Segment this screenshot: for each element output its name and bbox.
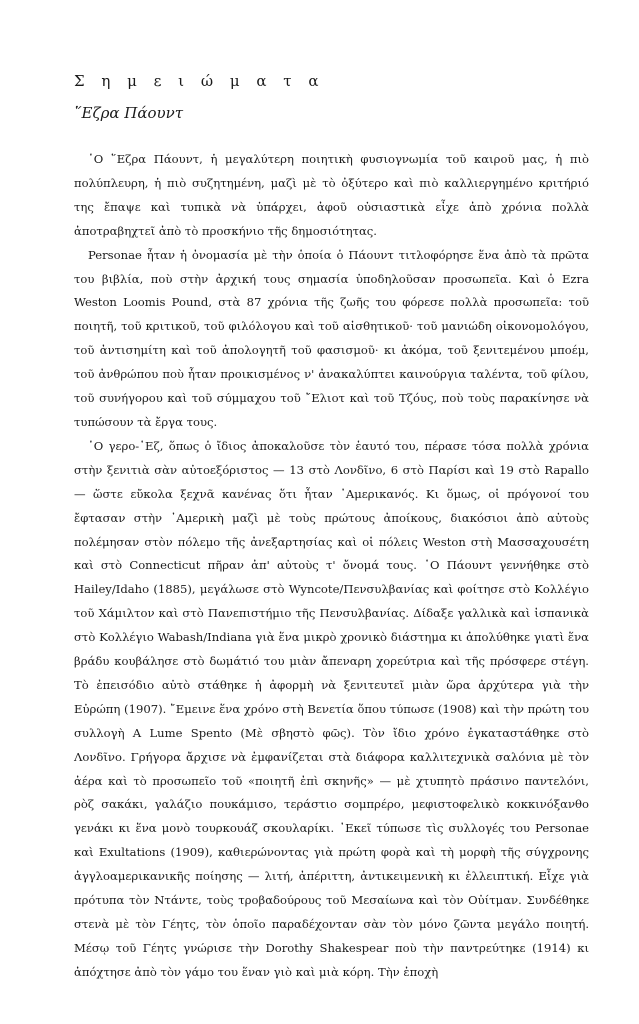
article-body	[74, 148, 589, 985]
paragraph: ῾Ο ῞Εζρα Πάουντ, ἡ μεγαλύτερη ποιητικὴ φυσιογνωμία τοῦ καιροῦ μας, ἡ πιὸ πολύπλευρη, ἡ πιὸ συζητημένη, μαζὶ μὲ τὸ ὀξύτερο καὶ πιὸ καλλιεργημένο κριτήριό της ἔπαψε καὶ τυπικὰ νὰ ὑπάρχει, ἀφοῦ οὐσιαστικὰ εἶχε ἀπὸ χρόνια πολλὰ ἀποτραβηχτεῖ ἀπὸ τὸ προσκήνιο τῆς δημοσιότητας.	[74, 152, 589, 238]
section-heading: Σ η μ ε ι ώ μ α τ α	[74, 72, 325, 90]
article-subheading: ῞Εζρα Πάουντ	[74, 104, 184, 122]
paragraph: ῾Ο γερο-῾Εζ, ὅπως ὁ ἴδιος ἀποκαλοῦσε τὸν ἑαυτό του, πέρασε τόσα πολλὰ χρόνια στὴν ξενιτιὰ σὰν αὐτοεξόριστος — 13 στὸ Λονδῖνο, 6 στὸ Παρίσι καὶ 19 στὸ Rapallo — ὥστε εὔκολα ξεχνᾶ κανένας ὅτι ἦταν ᾿Αμερικανός. Κι ὅμως, οἱ πρόγονοί του ἔφτασαν στὴν ᾿Αμερικὴ μαζὶ μὲ τοὺς πρώτους ἀποίκους, διακόσιοι ἀπὸ αὐτοὺς πολέμησαν στὸν πόλεμο τῆς ἀνεξαρτησίας καὶ οἱ πόλεις Weston στὴ Μασσαχουσέτη καὶ στὸ Connecticut πῆραν ἀπ' αὐτοὺς τ' ὄνομά τους. ῾Ο Πάουντ γεννήθηκε στὸ Hailey/Idaho (1885), μεγάλωσε στὸ Wyncote/Πενσυλβανίας καὶ φοίτησε στὸ Κολλέγιο τοῦ Χάμιλτον καὶ στὸ Πανεπιστήμιο τῆς Πενσυλβανίας. Δίδαξε γαλλικὰ καὶ ἱσπανικὰ στὸ Κολλέγιο Wabash/Indiana γιὰ ἕνα μικρὸ χρονικὸ διάστημα κι ἀπολύθηκε γιατὶ ἕνα βράδυ κουβάλησε στὸ δωμάτιό του μιὰν ἄπεναρη χορεύτρια καὶ τῆς πρόσφερε στέγη. Τὸ ἐπεισόδιο αὐτὸ στάθηκε ἡ ἀφορμὴ νὰ ξενιτευτεῖ μιὰν ὥρα ἀρχύτερα γιὰ τὴν Εὐρώπη (1907). ῎Εμεινε ἕνα χρόνο στὴ Βενετία ὅπου τύπωσε (1908) καὶ τὴν πρώτη του συλλογὴ A Lume Spento (Μὲ σβηστὸ φῶς). Τὸν ἴδιο χρόνο ἐγκαταστάθηκε στὸ Λονδῖνο. Γρήγορα ἄρχισε νὰ ἐμφανίζεται στὰ διάφορα καλλιτεχνικὰ σαλόνια μὲ τὸν ἀέρα καὶ τὸ προσωπεῖο τοῦ «ποιητῆ ἐπὶ σκηνῆς» — μὲ χτυπητὸ πράσινο παντελόνι, ρὸζ σακάκι, γαλάζιο πουκάμισο, τεράστιο σομπρέρο, μεφιστοφελικὸ κοκκινόξανθο γενάκι κι ἕνα μονὸ τουρκουάζ σκουλαρίκι. ᾿Εκεῖ τύπωσε τὶς συλλογές του Personae καὶ Exultations (1909), καθιερώνοντας γιὰ πρώτη φορὰ καὶ τὴ μορφὴ τῆς σύγχρονης ἀγγλοαμερικανικῆς ποίησης — λιτή, ἀπέριττη, ἀντικειμενικὴ κι ἐλλειπτική. Εἶχε γιὰ πρότυπα τὸν Ντάντε, τοὺς τροβαδούρους τοῦ Μεσαίωνα καὶ τὸν Οὐίτμαν. Συνδέθηκε στενὰ μὲ τὸν Γέητς, τὸν ὁποῖο παραδέχονταν σὰν τὸν μόνο ζῶντα μεγάλο ποιητή. Μέσῳ τοῦ Γέητς γνώρισε τὴν Dorothy Shakespear ποὺ τὴν παντρεύτηκε (1914) κι ἀπόχτησε ἀπὸ τὸν γάμο του ἕναν γιὸ καὶ μιὰ κόρη. Τὴν ἐποχὴ	[74, 438, 589, 979]
paragraph: Personae ἦταν ἡ ὀνομασία μὲ τὴν ὁποία ὁ Πάουντ τιτλοφόρησε ἕνα ἀπὸ τὰ πρῶτα του βιβλία, ποὺ στὴν ἀρχική τους σημασία ὑποδηλοῦσαν προσωπεῖα. Καὶ ὁ Ezra Weston Loomis Pound, στὰ 87 χρόνια τῆς ζωῆς του φόρεσε πολλὰ προσωπεῖα: τοῦ ποιητῆ, τοῦ κριτικοῦ, τοῦ φιλόλογου καὶ τοῦ αἰσθητικοῦ· τοῦ μανιώδη οἰκονομολόγου, τοῦ ἀντισημίτη καὶ τοῦ ἀπολογητῆ τοῦ φασισμοῦ· κι ἀκόμα, τοῦ ξενιτεμένου μποέμ, τοῦ ἀνθρώπου ποὺ ἦταν προικισμένος ν' ἀνακαλύπτει καινούργια ταλέντα, τοῦ φίλου, τοῦ συνήγορου καὶ τοῦ σύμμαχου τοῦ ῎Ελιοτ καὶ τοῦ Τζόυς, ποὺ τοὺς παρακίνησε νὰ τυπώσουν τὰ ἔργα τους.	[74, 247, 589, 429]
